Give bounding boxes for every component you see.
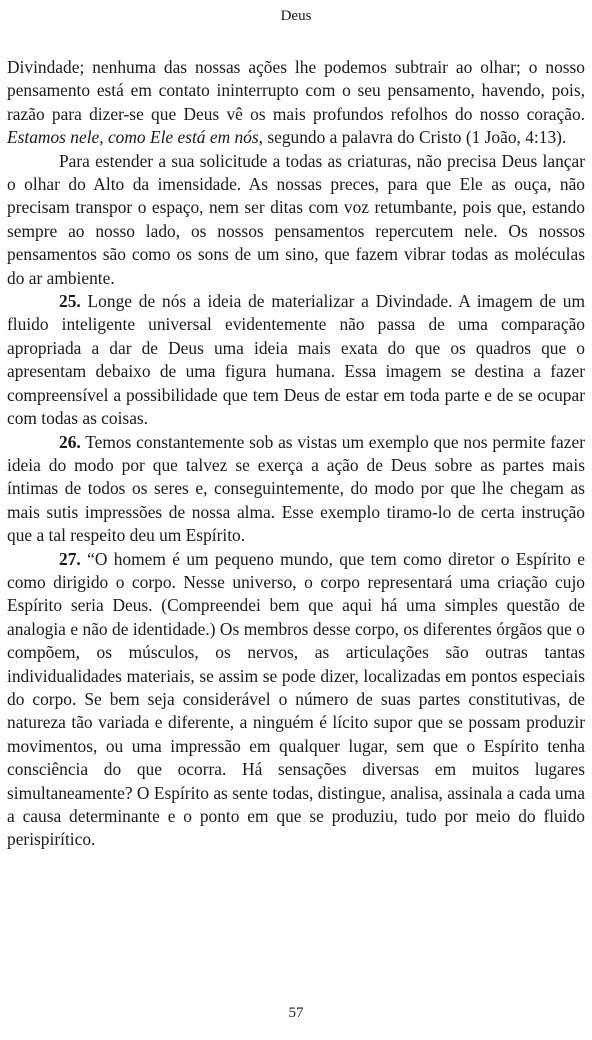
paragraph-text: Temos constantemente sob as vistas um exemplo que nos permite fazer ideia do modo por que talvez se exerça a ação de Deus sobre as partes mais íntimas de todos os seres e, conseguintemente, do modo por que lhe chegam as mais sutis impressões de nossa alma. Esse exemplo tiramo-lo de certa instrução que a tal respeito deu um Espírito. [7,431,585,546]
page-number: 57 [288,1005,304,1021]
item-number: 27. [59,548,81,569]
item-number: 25. [59,291,81,312]
paragraph-text: , segundo a palavra do Cristo (1 João, 4:13). [258,127,567,148]
numbered-paragraph-26 [7,431,585,548]
paragraph-text: Longe de nós a ideia de materializar a Divindade. A imagem de um fluido inteligente universal evidentemente não passa de uma comparação apropriada a dar de Deus uma ideia mais exata do que os quadros que o apresentam debaixo de uma figura humana. Essa imagem se destina a fazer compreensível a possibilidade que tem Deus de estar em toda parte e de se ocupar com todas as coisas. [7,291,585,429]
italic-quote: Estamos nele, como Ele está em nós [7,127,259,148]
paragraph-text: “O homem é um pequeno mundo, que tem como diretor o Espírito e como dirigido o corpo. Nesse universo, o corpo representará uma criação cujo Espírito seria Deus. (Compreendei bem que aqui há uma simples questão de analogia e não de identidade.) Os membros desse corpo, os diferentes órgãos que o compõem, os músculos, os nervos, as articulações são outras tantas individualidades materiais, se assim se pode dizer, localizadas em pontos especiais do corpo. Se bem seja considerável o número de suas partes constitutivas, de natureza tão variada e diferente, a ninguém é lícito supor que se possam produzir movimentos, ou uma impressão em qualquer lugar, sem que o Espírito tenha consciência do que ocorra. Há sensações diversas em muitos lugares simultaneamente? O Espírito as sente todas, distingue, analisa, assinala a cada uma a causa determinante e o ponto em que se produziu, tudo por meio do fluido perispirítico. [7,548,585,850]
numbered-paragraph-27 [7,548,585,852]
paragraph-continued [7,56,585,150]
item-number: 26. [59,431,81,452]
numbered-paragraph-25 [7,290,585,430]
paragraph: Para estender a sua solicitude a todas as criaturas, não precisa Deus lançar o olhar do Alto da imensidade. As nossas preces, para que Ele as ouça, não precisam transpor o espaço, nem ser ditas com voz retumbante, pois que, estando sempre ao nosso lado, os nossos pensamentos repercutem nele. Os nossos pensamentos são como os sons de um sino, que fazem vibrar todas as moléculas do ar ambiente. [7,150,585,288]
paragraph-text: Divindade; nenhuma das nossas ações lhe podemos subtrair ao olhar; o nosso pensamento está em contato ininterrupto com o seu pensamento, havendo, pois, razão para dizer-se que Deus vê os mais profundos refolhos do nosso coração. [7,57,585,124]
page-body [7,56,585,852]
running-header: Deus [280,8,312,24]
